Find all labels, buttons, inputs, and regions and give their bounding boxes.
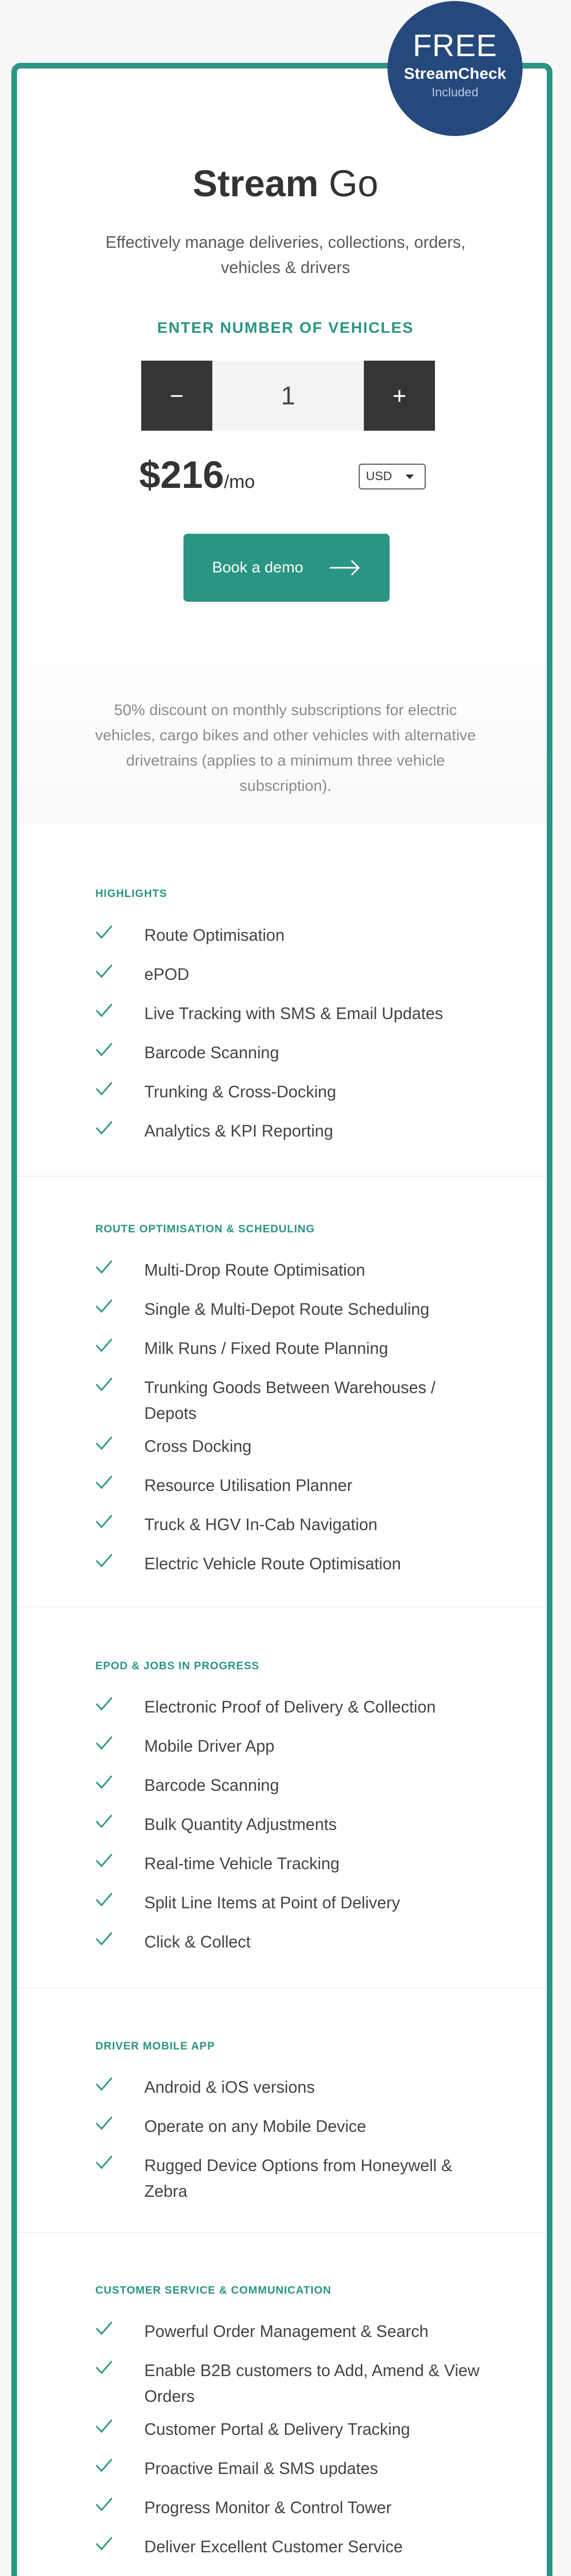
check-icon (95, 2418, 113, 2434)
feature-label: Mobile Driver App (144, 1737, 275, 1755)
feature-list-item (95, 1512, 487, 1537)
feature-label: Electronic Proof of Delivery & Collection (144, 1698, 436, 1716)
check-icon (95, 2497, 113, 2512)
feature-list-item (95, 1079, 487, 1105)
check-icon (95, 1696, 113, 1711)
feature-label: Milk Runs / Fixed Route Planning (144, 1339, 389, 1358)
feature-label: Route Optimisation (144, 926, 285, 944)
feature-label: Trunking & Cross-Docking (144, 1082, 337, 1101)
feature-list-item (95, 2495, 487, 2520)
feature-list-item (95, 1772, 487, 1798)
check-icon (95, 2458, 113, 2473)
feature-list-item (95, 1851, 487, 1876)
feature-label: ePOD (144, 965, 190, 984)
check-icon (95, 1553, 113, 1568)
feature-list-item (95, 2113, 487, 2139)
feature-list-item (95, 2358, 487, 2409)
check-icon (95, 1120, 113, 1136)
check-icon (95, 1003, 113, 1018)
feature-label: Multi-Drop Route Optimisation (144, 1261, 365, 1279)
feature-list-item (95, 1733, 487, 1759)
feature-label: Customer Portal & Delivery Tracking (144, 2420, 410, 2438)
feature-list-item (95, 1335, 487, 1361)
feature-list-item (95, 2455, 487, 2481)
check-icon (95, 1081, 113, 1096)
feature-label: Click & Collect (144, 1933, 251, 1951)
feature-list-item (95, 1929, 487, 1955)
feature-label: Analytics & KPI Reporting (144, 1122, 333, 1140)
feature-list-item (95, 1472, 487, 1498)
feature-label: Barcode Scanning (144, 1776, 279, 1794)
badge-free-label: FREE (412, 28, 498, 63)
feature-list-item (95, 1040, 487, 1065)
arrow-right-icon (329, 559, 361, 577)
check-icon (95, 2076, 113, 2092)
feature-label: Android & iOS versions (144, 2078, 315, 2096)
price-period: /mo (224, 471, 255, 492)
vehicle-count-label: ENTER NUMBER OF VEHICLES (157, 319, 414, 336)
badge-product-label: StreamCheck (404, 64, 507, 82)
check-icon (95, 1259, 113, 1275)
discount-note: 50% discount on monthly subscriptions for electric vehicles, cargo bikes and other vehicles with alternative drivetrains (applies to a minimum three vehicle subscription). (95, 702, 476, 794)
check-icon (95, 1298, 113, 1314)
section-heading-route-optimisation-scheduling: ROUTE OPTIMISATION & SCHEDULING (95, 1223, 315, 1235)
vehicle-count-input[interactable]: 1 (212, 361, 364, 431)
check-icon (95, 2115, 113, 2131)
section-heading-epod-jobs-in-progress: EPOD & JOBS IN PROGRESS (95, 1660, 260, 1672)
feature-label: Live Tracking with SMS & Email Updates (144, 1004, 443, 1023)
feature-list-item (95, 2074, 487, 2100)
feature-label: Rugged Device Options from Honeywell & Zebra (144, 2156, 452, 2200)
section-divider (17, 1606, 547, 1607)
check-icon (95, 924, 113, 940)
feature-list-item (95, 961, 487, 987)
check-icon (95, 1377, 113, 1392)
feature-list-item (95, 2534, 487, 2560)
feature-label: Progress Monitor & Control Tower (144, 2498, 392, 2517)
feature-list-item (95, 2318, 487, 2344)
feature-label: Proactive Email & SMS updates (144, 2459, 378, 2478)
currency-select[interactable] (359, 464, 426, 489)
feature-label: Split Line Items at Point of Delivery (144, 1893, 400, 1912)
feature-label: Cross Docking (144, 1437, 252, 1455)
feature-list-item (95, 1296, 487, 1322)
feature-label: Barcode Scanning (144, 1043, 279, 1062)
feature-list-item (95, 1257, 487, 1283)
price-amount: $216 (139, 453, 224, 496)
section-divider (17, 2232, 547, 2233)
check-icon (95, 2360, 113, 2375)
check-icon (95, 1435, 113, 1451)
plan-title (0, 161, 571, 207)
feature-list-item (95, 1375, 487, 1426)
feature-label: Powerful Order Management & Search (144, 2322, 429, 2341)
plan-subtitle: Effectively manage deliveries, collections, orders, vehicles & drivers (105, 233, 466, 277)
section-heading-highlights: HIGHLIGHTS (95, 888, 167, 900)
feature-label: Enable B2B customers to Add, Amend & View Orders (144, 2361, 480, 2405)
feature-label: Operate on any Mobile Device (144, 2117, 366, 2136)
check-icon (95, 1475, 113, 1490)
decrement-button[interactable]: − (141, 361, 212, 431)
feature-label: Single & Multi-Depot Route Scheduling (144, 1300, 430, 1318)
check-icon (95, 1774, 113, 1790)
section-divider (17, 1988, 547, 1989)
feature-list-item (95, 1811, 487, 1837)
feature-list-item (95, 1433, 487, 1459)
feature-label: Truck & HGV In-Cab Navigation (144, 1515, 378, 1534)
plan-title-bold: Stream (192, 163, 319, 205)
check-icon (95, 1853, 113, 1868)
check-icon (95, 2320, 113, 2336)
section-heading-driver-mobile-app: DRIVER MOBILE APP (95, 2040, 215, 2052)
check-icon (95, 1892, 113, 1907)
check-icon (95, 1337, 113, 1353)
plan-title-light: Go (329, 163, 379, 205)
feature-list-item (95, 1118, 487, 1144)
feature-list-item (95, 1890, 487, 1916)
book-demo-button[interactable] (183, 534, 390, 602)
book-demo-label: Book a demo (212, 559, 304, 576)
feature-list-item (95, 922, 487, 948)
chevron-down-icon (406, 474, 414, 479)
feature-label: Electric Vehicle Route Optimisation (144, 1554, 401, 1573)
feature-label: Bulk Quantity Adjustments (144, 1815, 337, 1834)
price-display (139, 449, 255, 507)
check-icon (95, 1931, 113, 1946)
feature-list-item (95, 2153, 487, 2204)
check-icon (95, 1814, 113, 1829)
feature-label: Deliver Excellent Customer Service (144, 2537, 403, 2556)
check-icon (95, 2155, 113, 2170)
badge-included-label: Included (431, 86, 479, 99)
check-icon (95, 1735, 113, 1751)
feature-label: Real-time Vehicle Tracking (144, 1854, 340, 1873)
section-divider (17, 1176, 547, 1177)
feature-list-item (95, 1551, 487, 1577)
feature-list-item (95, 2416, 487, 2442)
check-icon (95, 963, 113, 979)
feature-label: Resource Utilisation Planner (144, 1476, 352, 1495)
feature-list-item (95, 1694, 487, 1720)
check-icon (95, 1514, 113, 1529)
free-badge (388, 1, 523, 136)
check-icon (95, 1042, 113, 1057)
currency-value: USD (366, 469, 392, 483)
check-icon (95, 2536, 113, 2551)
feature-list-item (95, 1001, 487, 1026)
section-heading-customer-service-communication: CUSTOMER SERVICE & COMMUNICATION (95, 2284, 331, 2296)
increment-button[interactable]: + (364, 361, 435, 431)
feature-label: Trunking Goods Between Warehouses / Depots (144, 1378, 436, 1422)
